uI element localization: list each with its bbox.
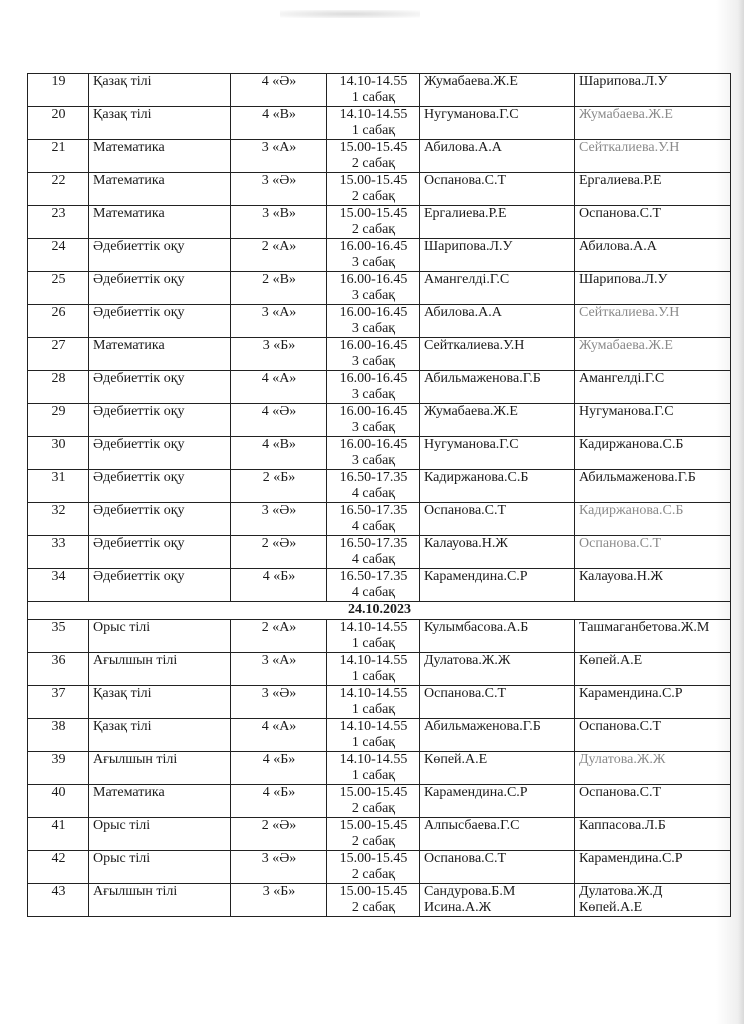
- lesson-number: 2 сабақ: [351, 156, 396, 171]
- observer-name: Көпей.А.Е: [579, 653, 643, 668]
- observer-cell: [575, 272, 731, 305]
- lesson-number: 3 сабақ: [351, 453, 396, 468]
- teacher-cell: [420, 686, 575, 719]
- subject-cell: Ағылшын тілі: [89, 884, 231, 917]
- table-row: [28, 437, 731, 470]
- teacher-cell: [420, 470, 575, 503]
- observer-name: Ергалиева.Р.Е: [579, 173, 662, 188]
- time-cell: [327, 818, 420, 851]
- table-row: [28, 653, 731, 686]
- observer-name: Калауова.Н.Ж: [579, 569, 663, 584]
- class-cell: 3 «В»: [231, 206, 327, 239]
- lesson-time: 16.00-16.45: [339, 239, 408, 254]
- subject-cell: Қазақ тілі: [89, 107, 231, 140]
- observer-cell: [575, 785, 731, 818]
- teacher-cell: [420, 851, 575, 884]
- teacher-cell: [420, 173, 575, 206]
- lesson-number: 1 сабақ: [351, 90, 396, 105]
- teacher-name: Исина.А.Ж: [424, 900, 492, 915]
- observer-cell: [575, 437, 731, 470]
- observer-cell: [575, 503, 731, 536]
- observer-name: Оспанова.С.Т: [579, 536, 662, 551]
- class-cell: 3 «Ә»: [231, 686, 327, 719]
- class-cell: 4 «Ә»: [231, 74, 327, 107]
- observer-name: Карамендина.С.Р: [579, 686, 683, 701]
- lesson-time: 15.00-15.45: [339, 785, 408, 800]
- teacher-cell: [420, 437, 575, 470]
- teacher-name: Алпысбаева.Г.С: [424, 818, 520, 833]
- lesson-time: 16.00-16.45: [339, 338, 408, 353]
- lesson-number: 2 сабақ: [351, 222, 396, 237]
- class-cell: 4 «А»: [231, 371, 327, 404]
- lesson-observation-schedule-table: [27, 73, 731, 917]
- subject-cell: Әдебиеттік оқу: [89, 239, 231, 272]
- class-cell: 3 «Ә»: [231, 173, 327, 206]
- subject-cell: Орыс тілі: [89, 851, 231, 884]
- teacher-cell: [420, 74, 575, 107]
- lesson-time: 14.10-14.55: [339, 752, 408, 767]
- table-row: [28, 569, 731, 602]
- teacher-name: Оспанова.С.Т: [424, 686, 507, 701]
- subject-cell: Математика: [89, 206, 231, 239]
- teacher-cell: [420, 503, 575, 536]
- teacher-cell: [420, 107, 575, 140]
- lesson-time: 14.10-14.55: [339, 620, 408, 635]
- lesson-number: 4 сабақ: [351, 585, 396, 600]
- observer-cell: [575, 884, 731, 917]
- teacher-name: Көпей.А.Е: [424, 752, 488, 767]
- time-cell: [327, 404, 420, 437]
- time-cell: [327, 536, 420, 569]
- row-number: 41: [28, 818, 89, 851]
- observer-name: Нугуманова.Г.С: [579, 404, 674, 419]
- row-number: 19: [28, 74, 89, 107]
- lesson-time: 15.00-15.45: [339, 851, 408, 866]
- table-row: [28, 620, 731, 653]
- lesson-time: 14.10-14.55: [339, 686, 408, 701]
- teacher-cell: [420, 569, 575, 602]
- subject-cell: Әдебиеттік оқу: [89, 470, 231, 503]
- time-cell: [327, 239, 420, 272]
- teacher-name: Кадиржанова.С.Б: [424, 470, 529, 485]
- lesson-time: 16.50-17.35: [339, 503, 408, 518]
- teacher-cell: [420, 305, 575, 338]
- subject-cell: Әдебиеттік оқу: [89, 404, 231, 437]
- row-number: 26: [28, 305, 89, 338]
- observer-cell: [575, 686, 731, 719]
- teacher-name: Сандурова.Б.М: [424, 884, 516, 899]
- observer-name: Дулатова.Ж.Д: [579, 884, 663, 899]
- observer-cell: [575, 851, 731, 884]
- time-cell: [327, 338, 420, 371]
- row-number: 39: [28, 752, 89, 785]
- class-cell: 2 «Б»: [231, 470, 327, 503]
- observer-cell: [575, 371, 731, 404]
- observer-name: Шарипова.Л.У: [579, 74, 668, 89]
- time-cell: [327, 206, 420, 239]
- subject-cell: Қазақ тілі: [89, 74, 231, 107]
- observer-name: Дулатова.Ж.Ж: [579, 752, 666, 767]
- row-number: 38: [28, 719, 89, 752]
- time-cell: [327, 884, 420, 917]
- scan-smudge: [280, 10, 420, 18]
- teacher-cell: [420, 140, 575, 173]
- observer-name: Амангелді.Г.С: [579, 371, 665, 386]
- teacher-name: Карамендина.С.Р: [424, 569, 528, 584]
- teacher-name: Шарипова.Л.У: [424, 239, 513, 254]
- lesson-time: 14.10-14.55: [339, 653, 408, 668]
- row-number: 25: [28, 272, 89, 305]
- lesson-number: 2 сабақ: [351, 801, 396, 816]
- time-cell: [327, 173, 420, 206]
- time-cell: [327, 437, 420, 470]
- class-cell: 4 «Б»: [231, 569, 327, 602]
- class-cell: 3 «А»: [231, 305, 327, 338]
- table-row: [28, 818, 731, 851]
- observer-cell: [575, 752, 731, 785]
- time-cell: [327, 785, 420, 818]
- lesson-time: 14.10-14.55: [339, 74, 408, 89]
- row-number: 37: [28, 686, 89, 719]
- subject-cell: Әдебиеттік оқу: [89, 569, 231, 602]
- lesson-time: 16.00-16.45: [339, 272, 408, 287]
- lesson-number: 3 сабақ: [351, 255, 396, 270]
- table-row: [28, 851, 731, 884]
- teacher-cell: [420, 785, 575, 818]
- observer-name: Оспанова.С.Т: [579, 785, 662, 800]
- lesson-number: 1 сабақ: [351, 636, 396, 651]
- row-number: 24: [28, 239, 89, 272]
- class-cell: 3 «Б»: [231, 338, 327, 371]
- teacher-name: Абильмаженова.Г.Б: [424, 719, 541, 734]
- row-number: 31: [28, 470, 89, 503]
- table-row: [28, 884, 731, 917]
- subject-cell: Әдебиеттік оқу: [89, 305, 231, 338]
- observer-name: Абильмаженова.Г.Б: [579, 470, 696, 485]
- class-cell: 4 «Б»: [231, 752, 327, 785]
- class-cell: 2 «А»: [231, 620, 327, 653]
- observer-cell: [575, 239, 731, 272]
- observer-cell: [575, 653, 731, 686]
- lesson-number: 2 сабақ: [351, 867, 396, 882]
- table-row: [28, 173, 731, 206]
- teacher-cell: [420, 653, 575, 686]
- lesson-number: 1 сабақ: [351, 669, 396, 684]
- date-separator: 24.10.2023: [28, 602, 731, 620]
- observer-name: Оспанова.С.Т: [579, 719, 662, 734]
- teacher-name: Оспанова.С.Т: [424, 503, 507, 518]
- row-number: 42: [28, 851, 89, 884]
- lesson-time: 16.50-17.35: [339, 536, 408, 551]
- lesson-time: 15.00-15.45: [339, 206, 408, 221]
- lesson-number: 3 сабақ: [351, 288, 396, 303]
- subject-cell: Математика: [89, 338, 231, 371]
- lesson-number: 1 сабақ: [351, 768, 396, 783]
- subject-cell: Математика: [89, 173, 231, 206]
- subject-cell: Әдебиеттік оқу: [89, 503, 231, 536]
- table-row: [28, 272, 731, 305]
- observer-name: Жумабаева.Ж.Е: [579, 338, 673, 353]
- teacher-name: Жумабаева.Ж.Е: [424, 404, 518, 419]
- time-cell: [327, 851, 420, 884]
- time-cell: [327, 74, 420, 107]
- date-separator-row: [28, 602, 731, 620]
- observer-name: Кадиржанова.С.Б: [579, 503, 684, 518]
- teacher-name: Жумабаева.Ж.Е: [424, 74, 518, 89]
- time-cell: [327, 107, 420, 140]
- teacher-name: Сейткалиева.У.Н: [424, 338, 525, 353]
- lesson-number: 3 сабақ: [351, 321, 396, 336]
- table-row: [28, 338, 731, 371]
- teacher-name: Абильмаженова.Г.Б: [424, 371, 541, 386]
- class-cell: 2 «А»: [231, 239, 327, 272]
- lesson-number: 3 сабақ: [351, 387, 396, 402]
- class-cell: 3 «Ә»: [231, 851, 327, 884]
- observer-cell: [575, 569, 731, 602]
- class-cell: 3 «Ә»: [231, 503, 327, 536]
- observer-name: Ташмаганбетова.Ж.М: [579, 620, 710, 635]
- lesson-number: 2 сабақ: [351, 900, 396, 915]
- subject-cell: Әдебиеттік оқу: [89, 371, 231, 404]
- table-row: [28, 503, 731, 536]
- teacher-cell: [420, 404, 575, 437]
- teacher-name: Нугуманова.Г.С: [424, 107, 519, 122]
- row-number: 43: [28, 884, 89, 917]
- observer-cell: [575, 305, 731, 338]
- row-number: 33: [28, 536, 89, 569]
- subject-cell: Әдебиеттік оқу: [89, 272, 231, 305]
- observer-name: Кадиржанова.С.Б: [579, 437, 684, 452]
- row-number: 30: [28, 437, 89, 470]
- teacher-cell: [420, 338, 575, 371]
- observer-name: Абилова.А.А: [579, 239, 657, 254]
- observer-cell: [575, 338, 731, 371]
- teacher-name: Дулатова.Ж.Ж: [424, 653, 511, 668]
- row-number: 32: [28, 503, 89, 536]
- row-number: 27: [28, 338, 89, 371]
- observer-cell: [575, 206, 731, 239]
- time-cell: [327, 620, 420, 653]
- table-row: [28, 74, 731, 107]
- teacher-name: Нугуманова.Г.С: [424, 437, 519, 452]
- subject-cell: Әдебиеттік оқу: [89, 536, 231, 569]
- observer-cell: [575, 536, 731, 569]
- lesson-time: 16.50-17.35: [339, 569, 408, 584]
- teacher-name: Кулымбасова.А.Б: [424, 620, 529, 635]
- table-row: [28, 239, 731, 272]
- table-row: [28, 686, 731, 719]
- teacher-name: Абилова.А.А: [424, 140, 502, 155]
- lesson-number: 3 сабақ: [351, 354, 396, 369]
- lesson-time: 15.00-15.45: [339, 173, 408, 188]
- class-cell: 4 «В»: [231, 437, 327, 470]
- lesson-number: 3 сабақ: [351, 420, 396, 435]
- lesson-time: 16.00-16.45: [339, 404, 408, 419]
- class-cell: 2 «Ә»: [231, 536, 327, 569]
- row-number: 29: [28, 404, 89, 437]
- lesson-time: 16.50-17.35: [339, 470, 408, 485]
- subject-cell: Орыс тілі: [89, 620, 231, 653]
- teacher-name: Ергалиева.Р.Е: [424, 206, 507, 221]
- class-cell: 4 «Б»: [231, 785, 327, 818]
- lesson-time: 15.00-15.45: [339, 884, 408, 899]
- observer-cell: [575, 74, 731, 107]
- subject-cell: Математика: [89, 140, 231, 173]
- row-number: 22: [28, 173, 89, 206]
- lesson-number: 4 сабақ: [351, 519, 396, 534]
- teacher-cell: [420, 884, 575, 917]
- lesson-number: 1 сабақ: [351, 702, 396, 717]
- table-row: [28, 371, 731, 404]
- observer-name: Оспанова.С.Т: [579, 206, 662, 221]
- teacher-name: Оспанова.С.Т: [424, 173, 507, 188]
- time-cell: [327, 686, 420, 719]
- observer-name: Карамендина.С.Р: [579, 851, 683, 866]
- observer-name: Сейткалиева.У.Н: [579, 305, 680, 320]
- teacher-cell: [420, 536, 575, 569]
- teacher-cell: [420, 620, 575, 653]
- subject-cell: Орыс тілі: [89, 818, 231, 851]
- subject-cell: Ағылшын тілі: [89, 752, 231, 785]
- table-row: [28, 785, 731, 818]
- lesson-time: 14.10-14.55: [339, 719, 408, 734]
- teacher-cell: [420, 206, 575, 239]
- class-cell: 4 «В»: [231, 107, 327, 140]
- teacher-cell: [420, 752, 575, 785]
- lesson-number: 2 сабақ: [351, 189, 396, 204]
- table-row: [28, 470, 731, 503]
- observer-cell: [575, 818, 731, 851]
- teacher-name: Амангелді.Г.С: [424, 272, 510, 287]
- lesson-time: 14.10-14.55: [339, 107, 408, 122]
- observer-name: Шарипова.Л.У: [579, 272, 668, 287]
- lesson-number: 1 сабақ: [351, 123, 396, 138]
- subject-cell: Қазақ тілі: [89, 719, 231, 752]
- class-cell: 2 «Ә»: [231, 818, 327, 851]
- teacher-cell: [420, 818, 575, 851]
- teacher-name: Оспанова.С.Т: [424, 851, 507, 866]
- table-row: [28, 206, 731, 239]
- row-number: 21: [28, 140, 89, 173]
- row-number: 40: [28, 785, 89, 818]
- lesson-number: 4 сабақ: [351, 486, 396, 501]
- time-cell: [327, 470, 420, 503]
- table-row: [28, 536, 731, 569]
- teacher-cell: [420, 239, 575, 272]
- observer-cell: [575, 620, 731, 653]
- table-row: [28, 719, 731, 752]
- row-number: 20: [28, 107, 89, 140]
- time-cell: [327, 503, 420, 536]
- row-number: 23: [28, 206, 89, 239]
- lesson-time: 16.00-16.45: [339, 305, 408, 320]
- observer-name: Каппасова.Л.Б: [579, 818, 666, 833]
- teacher-cell: [420, 272, 575, 305]
- class-cell: 3 «А»: [231, 653, 327, 686]
- time-cell: [327, 653, 420, 686]
- teacher-name: Абилова.А.А: [424, 305, 502, 320]
- time-cell: [327, 272, 420, 305]
- lesson-number: 1 сабақ: [351, 735, 396, 750]
- schedule-body: [28, 74, 731, 917]
- subject-cell: Ағылшын тілі: [89, 653, 231, 686]
- table-row: [28, 140, 731, 173]
- row-number: 36: [28, 653, 89, 686]
- time-cell: [327, 371, 420, 404]
- table-row: [28, 752, 731, 785]
- class-cell: 4 «Ә»: [231, 404, 327, 437]
- observer-name: Жумабаева.Ж.Е: [579, 107, 673, 122]
- subject-cell: Қазақ тілі: [89, 686, 231, 719]
- lesson-number: 2 сабақ: [351, 834, 396, 849]
- teacher-cell: [420, 719, 575, 752]
- row-number: 34: [28, 569, 89, 602]
- class-cell: 4 «А»: [231, 719, 327, 752]
- table-row: [28, 404, 731, 437]
- teacher-name: Калауова.Н.Ж: [424, 536, 508, 551]
- lesson-number: 4 сабақ: [351, 552, 396, 567]
- teacher-name: Карамендина.С.Р: [424, 785, 528, 800]
- time-cell: [327, 305, 420, 338]
- table-row: [28, 107, 731, 140]
- lesson-time: 15.00-15.45: [339, 140, 408, 155]
- observer-cell: [575, 404, 731, 437]
- observer-cell: [575, 107, 731, 140]
- class-cell: 3 «Б»: [231, 884, 327, 917]
- time-cell: [327, 140, 420, 173]
- table-row: [28, 305, 731, 338]
- row-number: 28: [28, 371, 89, 404]
- time-cell: [327, 752, 420, 785]
- lesson-time: 16.00-16.45: [339, 371, 408, 386]
- row-number: 35: [28, 620, 89, 653]
- observer-name: Көпей.А.Е: [579, 900, 643, 915]
- observer-cell: [575, 140, 731, 173]
- observer-cell: [575, 719, 731, 752]
- observer-cell: [575, 470, 731, 503]
- subject-cell: Әдебиеттік оқу: [89, 437, 231, 470]
- time-cell: [327, 569, 420, 602]
- lesson-time: 16.00-16.45: [339, 437, 408, 452]
- time-cell: [327, 719, 420, 752]
- observer-cell: [575, 173, 731, 206]
- class-cell: 2 «В»: [231, 272, 327, 305]
- teacher-cell: [420, 371, 575, 404]
- subject-cell: Математика: [89, 785, 231, 818]
- lesson-time: 15.00-15.45: [339, 818, 408, 833]
- class-cell: 3 «А»: [231, 140, 327, 173]
- observer-name: Сейткалиева.У.Н: [579, 140, 680, 155]
